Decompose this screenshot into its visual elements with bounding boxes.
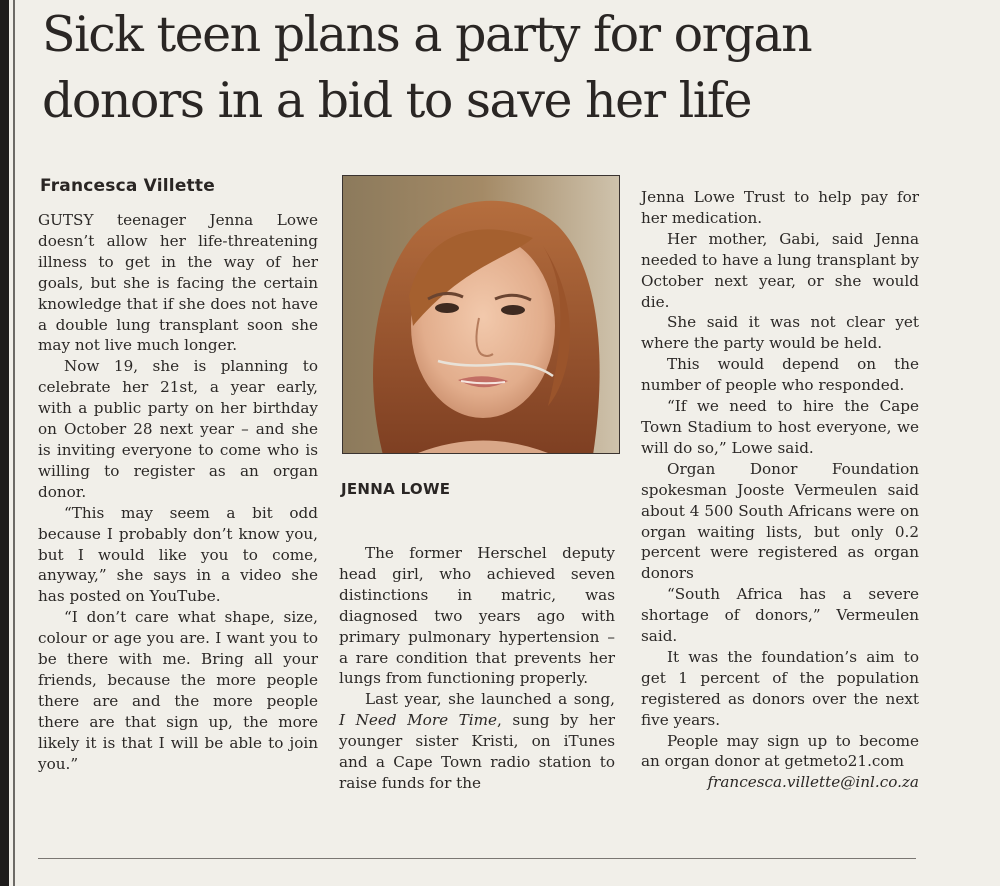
paragraph: Jenna Lowe Trust to help pay for her medication. (641, 188, 919, 227)
portrait-photo (342, 175, 620, 454)
paragraph-text: Last year, she launched a song, (365, 690, 615, 709)
author-email: francesca.villette@inl.co.za (707, 773, 919, 792)
article-column-1 (38, 210, 318, 774)
paragraph: “If we need to hire the Cape Town Stadium to host everyone, we will do so,” Lowe said. (641, 397, 919, 457)
bottom-rule (38, 858, 916, 859)
song-title: I Need More Time (339, 711, 498, 730)
paragraph: “This may seem a bit odd because I probably don’t know you, but I would like you to come, anyway,” she says in a video she has posted on YouTube. (38, 503, 318, 606)
paragraph (339, 689, 615, 794)
paragraph: “I don’t care what shape, size, colour or age you are. I want you to be there with me. Bring all your friends, because the more people there are and the more people there are that sign up, the more likely it is that I will be able to join you.” (38, 608, 318, 773)
headline (42, 2, 942, 134)
headline-line-1: Sick teen plans a party for organ (42, 6, 812, 63)
paragraph: People may sign up to become an organ donor at getmeto21.com (641, 731, 919, 771)
paragraph: Organ Donor Foundation spokesman Jooste Vermeulen said about 4 500 South Africans were on organ waiting lists, but only 0.2 percent were registered as organ donors (641, 459, 919, 583)
paragraph: She said it was not clear yet where the party would be held. (641, 313, 919, 353)
article-column-2 (339, 543, 615, 794)
paragraph: It was the foundation’s aim to get 1 percent of the population registered as donors over the next five years. (641, 647, 919, 729)
column-rule-left (13, 0, 15, 886)
paragraph: GUTSY teenager Jenna Lowe doesn’t allow her life-threatening illness to get in the way of her goals, but she is facing the certain knowledge that if she does not have a double lung transplant soon she may not live much longer. (38, 211, 318, 355)
paragraph: Now 19, she is planning to celebrate her 21st, a year early, with a public party on her birthday on October 28 next year – and she is inviting everyone to come who is willing to register as an organ donor. (38, 357, 318, 501)
portrait-photo-image (343, 176, 620, 454)
article-column-3 (641, 187, 919, 793)
paragraph: “South Africa has a severe shortage of donors,” Vermeulen said. (641, 585, 919, 646)
paragraph: The former Herschel deputy head girl, who achieved seven distinctions in matric, was diagnosed two years ago with primary pulmonary hypertension – a rare condition that prevents her lungs from functioning properly. (339, 544, 615, 688)
headline-line-2: donors in a bid to save her life (42, 72, 752, 129)
paragraph-text: , sung by her younger sister Kristi, on iTunes and a Cape Town radio station to raise funds for the (339, 711, 615, 792)
photo-caption: JENNA LOWE (341, 480, 451, 498)
paragraph: This would depend on the number of people who responded. (641, 355, 919, 395)
paragraph: Her mother, Gabi, said Jenna needed to have a lung transplant by October next year, or she would die. (641, 229, 919, 311)
byline: Francesca Villette (40, 176, 215, 196)
page-edge-bar (0, 0, 9, 886)
